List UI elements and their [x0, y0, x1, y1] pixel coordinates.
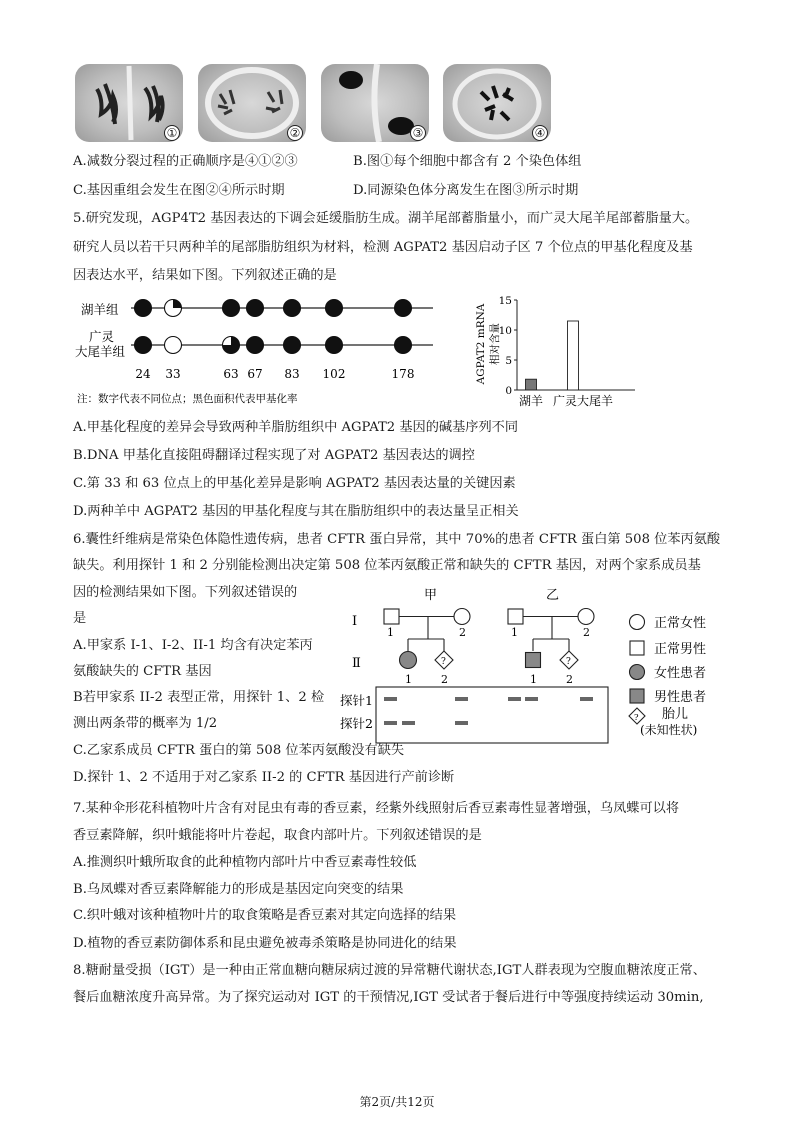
chart-ylabel-line1: AGPAT2 mRNA	[475, 303, 487, 385]
legend-male-patient-icon	[630, 689, 644, 703]
legend-normal-female: 正常女性	[654, 616, 707, 631]
q7-stem-line-1: 7.某种伞形花科植物叶片含有对昆虫有毒的香豆素，经紫外线照射后香豆素毒性显著增强，乌凤蝶可以将	[73, 801, 680, 816]
legend-female-patient-icon	[630, 665, 645, 680]
yi-ii2-number: 2	[566, 673, 573, 686]
cell-1-label: ①	[164, 125, 180, 141]
micrograph-cell-4	[443, 64, 551, 142]
q7-option-c: C.织叶蛾对该种植物叶片的取食策略是香豆素对其定向选择的结果	[73, 908, 457, 923]
q6-option-b-line-1: B若甲家系 II-2 表型正常，用探针 1、2 检	[73, 690, 325, 705]
q5-option-d: D.两种羊中 AGPAT2 基因的甲基化程度与其在脂肪组织中的表达量呈正相关	[73, 504, 519, 519]
site-number-63: 63	[223, 367, 239, 381]
jia-ii1-female-patient	[400, 652, 417, 669]
q4-option-c: C.基因重组会发生在图②④所示时期	[73, 183, 285, 198]
yi-i1-number: 1	[511, 626, 518, 639]
q5-stem-line-1: 5.研究发现，AGP4T2 基因表达的下调会延缓脂肪生成。湖羊尾部蓄脂量小，而广灵大尾羊尾部蓄脂量大。	[73, 211, 699, 226]
q7-stem-line-2: 香豆素降解，织叶蛾能将叶片卷起，取食内部叶片。下列叙述错误的是	[73, 828, 482, 843]
q4-option-a: A.减数分裂过程的正确顺序是④①②③	[73, 154, 298, 169]
q6-option-b-line-2: 测出两条带的概率为 1/2	[73, 716, 218, 731]
q4-option-d: D.同源染色体分离发生在图③所示时期	[353, 183, 579, 198]
band-probe2-jia-ii1	[402, 721, 415, 725]
legend-female-patient: 女性患者	[654, 666, 707, 681]
legend-normal-male: 正常男性	[654, 642, 707, 657]
family-jia-label: 甲	[424, 588, 438, 603]
guangling-site-178	[395, 337, 412, 354]
q7-option-a: A.推测织叶蛾所取食的此种植物内部叶片中香豆素毒性较低	[73, 855, 417, 870]
legend-fetus-note: (未知性状)	[640, 723, 698, 737]
q6-stem-line-4: 是	[73, 611, 87, 626]
q6-stem-line-2: 缺失。利用探针 1 和 2 分别能检测出决定第 508 位苯丙氨酸正常和缺失的 CFTR 基因，对两个家系成员基	[73, 558, 701, 573]
jia-i2-female	[454, 609, 470, 625]
q7-option-d: D.植物的香豆素防御体系和昆虫避免被毒杀策略是协同进化的结果	[73, 936, 457, 951]
jia-i1-male	[384, 609, 399, 624]
jia-i1-number: 1	[387, 626, 394, 639]
guangling-site-102	[326, 337, 343, 354]
cell-2-label: ②	[287, 125, 303, 141]
jia-fetus-question-mark: ?	[441, 657, 446, 667]
row-label-hu: 湖羊组	[81, 302, 119, 317]
legend-normal-male-icon	[630, 641, 644, 655]
yi-i1-male	[508, 609, 523, 624]
band-probe2-jia-i1	[384, 721, 397, 725]
band-probe1-yi-ii1	[525, 697, 538, 701]
yi-ii1-male-patient	[526, 653, 541, 668]
cell-4-label: ④	[532, 125, 548, 141]
guangling-site-24	[135, 337, 152, 354]
hu-site-33-sector	[173, 300, 182, 309]
ytick-label-10: 10	[498, 325, 512, 337]
pedigree-legend	[624, 610, 764, 740]
yi-fetus-question-mark: ?	[566, 657, 571, 667]
probe2-label: 探针2	[340, 716, 373, 731]
chart-ylabel-line2: 相对含量	[489, 323, 501, 365]
q6-stem-line-3: 因的检测结果如下图。下列叙述错误的	[73, 585, 298, 600]
q5-option-b: B.DNA 甲基化直接阻碍翻译过程实现了对 AGPAT2 基因表达的调控	[73, 448, 475, 463]
q6-option-a-line-2: 氨酸缺失的 CFTR 基因	[73, 664, 212, 679]
q6-option-a-line-1: A.甲家系 I-1、I-2、II-1 均含有决定苯丙	[73, 638, 313, 653]
legend-normal-female-icon	[630, 615, 645, 630]
mrna-bar-chart	[465, 290, 645, 412]
guangling-site-67	[247, 337, 264, 354]
ytick-label-0: 0	[505, 385, 512, 397]
yi-i2-female	[578, 609, 594, 625]
chart-yticks	[499, 295, 517, 397]
band-probe1-jia-i1	[384, 697, 397, 701]
q5-option-c: C.第 33 和 63 位点上的甲基化差异是影响 AGPAT2 基因表达量的关键因素	[73, 476, 516, 491]
site-number-102: 102	[322, 367, 346, 381]
site-number-67: 67	[247, 367, 263, 381]
row-label-guangling-b: 大尾羊组	[75, 344, 126, 359]
q5-stem-line-3: 因表达水平，结果如下图。下列叙述正确的是	[73, 268, 337, 283]
site-number-178: 178	[391, 367, 415, 381]
q4-option-b: B.图①每个细胞中都含有 2 个染色体组	[353, 154, 582, 169]
methylation-chart	[73, 290, 453, 410]
site-number-33: 33	[165, 367, 181, 381]
guangling-site-33	[165, 337, 182, 354]
row-label-guangling-a: 广灵	[89, 329, 115, 344]
guangling-site-83	[284, 337, 301, 354]
q8-stem-line-2: 餐后血糖浓度升高异常。为了探究运动对 IGT 的干预情况,IGT 受试者于餐后进行中等强度持续运动 30min,	[73, 990, 704, 1005]
site-number-labels	[135, 367, 414, 381]
methylation-note: 注：数字代表不同位点；黑色面积代表甲基化率	[77, 393, 298, 405]
hu-site-67	[247, 300, 264, 317]
hu-site-178	[395, 300, 412, 317]
q7-option-b: B.乌凤蝶对香豆素降解能力的形成是基因定向突变的结果	[73, 882, 404, 897]
legend-male-patient: 男性患者	[654, 690, 707, 705]
bar-广灵大尾羊	[568, 321, 579, 390]
legend-fetus-question-mark: ?	[634, 713, 639, 723]
legend-fetus: 胎儿	[662, 707, 689, 722]
site-number-83: 83	[284, 367, 300, 381]
q8-stem-line-1: 8.糖耐量受损（IGT）是一种由正常血糖向糖尿病过渡的异常糖代谢状态,IGT人群表现为空腹血糖浓度正常、	[73, 963, 706, 978]
page-footer: 第2页/共12页	[359, 1095, 435, 1109]
hu-site-63	[223, 300, 240, 317]
micrograph-cell-2	[198, 64, 306, 142]
band-probe1-yi-i1	[508, 697, 521, 701]
yi-i2-number: 2	[583, 626, 590, 639]
generation-2-label: Ⅱ	[352, 656, 361, 671]
hu-site-83	[284, 300, 301, 317]
q6-stem-line-1: 6.囊性纤维病是常染色体隐性遗传病，患者 CFTR 蛋白异常，其中 70%的患者 CFTR 蛋白第 508 位苯丙氨酸	[73, 532, 721, 547]
chart-categories	[519, 393, 613, 408]
ytick-label-15: 15	[498, 295, 512, 307]
chart-bars	[526, 321, 579, 390]
cell-3-label: ③	[410, 125, 426, 141]
band-probe1-jia-i2	[455, 697, 468, 701]
ytick-label-5: 5	[505, 355, 512, 367]
q6-option-d: D.探针 1、2 不适用于对乙家系 II-2 的 CFTR 基因进行产前诊断	[73, 770, 455, 785]
micrograph-cell-1	[75, 64, 183, 142]
site-number-24: 24	[135, 367, 151, 381]
jia-ii1-number: 1	[405, 673, 412, 686]
jia-ii2-number: 2	[441, 673, 448, 686]
hu-site-24	[135, 300, 152, 317]
q5-option-a: A.甲基化程度的差异会导致两种羊脂肪组织中 AGPAT2 基因的碱基序列不同	[73, 420, 519, 435]
micrograph-cell-3	[321, 64, 429, 142]
band-probe1-yi-i2	[580, 697, 593, 701]
yi-ii1-number: 1	[530, 673, 537, 686]
generation-1-label: Ⅰ	[352, 614, 358, 629]
probe-gel-box	[376, 687, 608, 743]
family-yi-label: 乙	[546, 588, 560, 603]
probe1-label: 探针1	[340, 693, 373, 708]
band-probe2-jia-i2	[455, 721, 468, 725]
q6-option-c: C.乙家系成员 CFTR 蛋白的第 508 位苯丙氨酸没有缺失	[73, 743, 405, 758]
category-label-湖羊: 湖羊	[518, 394, 544, 408]
bar-湖羊	[526, 379, 537, 390]
jia-i2-number: 2	[459, 626, 466, 639]
q5-stem-line-2: 研究人员以若干只两种羊的尾部脂肪组织为材料，检测 AGPAT2 基因启动子区 7 个位点的甲基化程度及基	[73, 240, 693, 255]
category-label-广灵大尾羊: 广灵大尾羊	[552, 394, 614, 408]
hu-site-102	[326, 300, 343, 317]
